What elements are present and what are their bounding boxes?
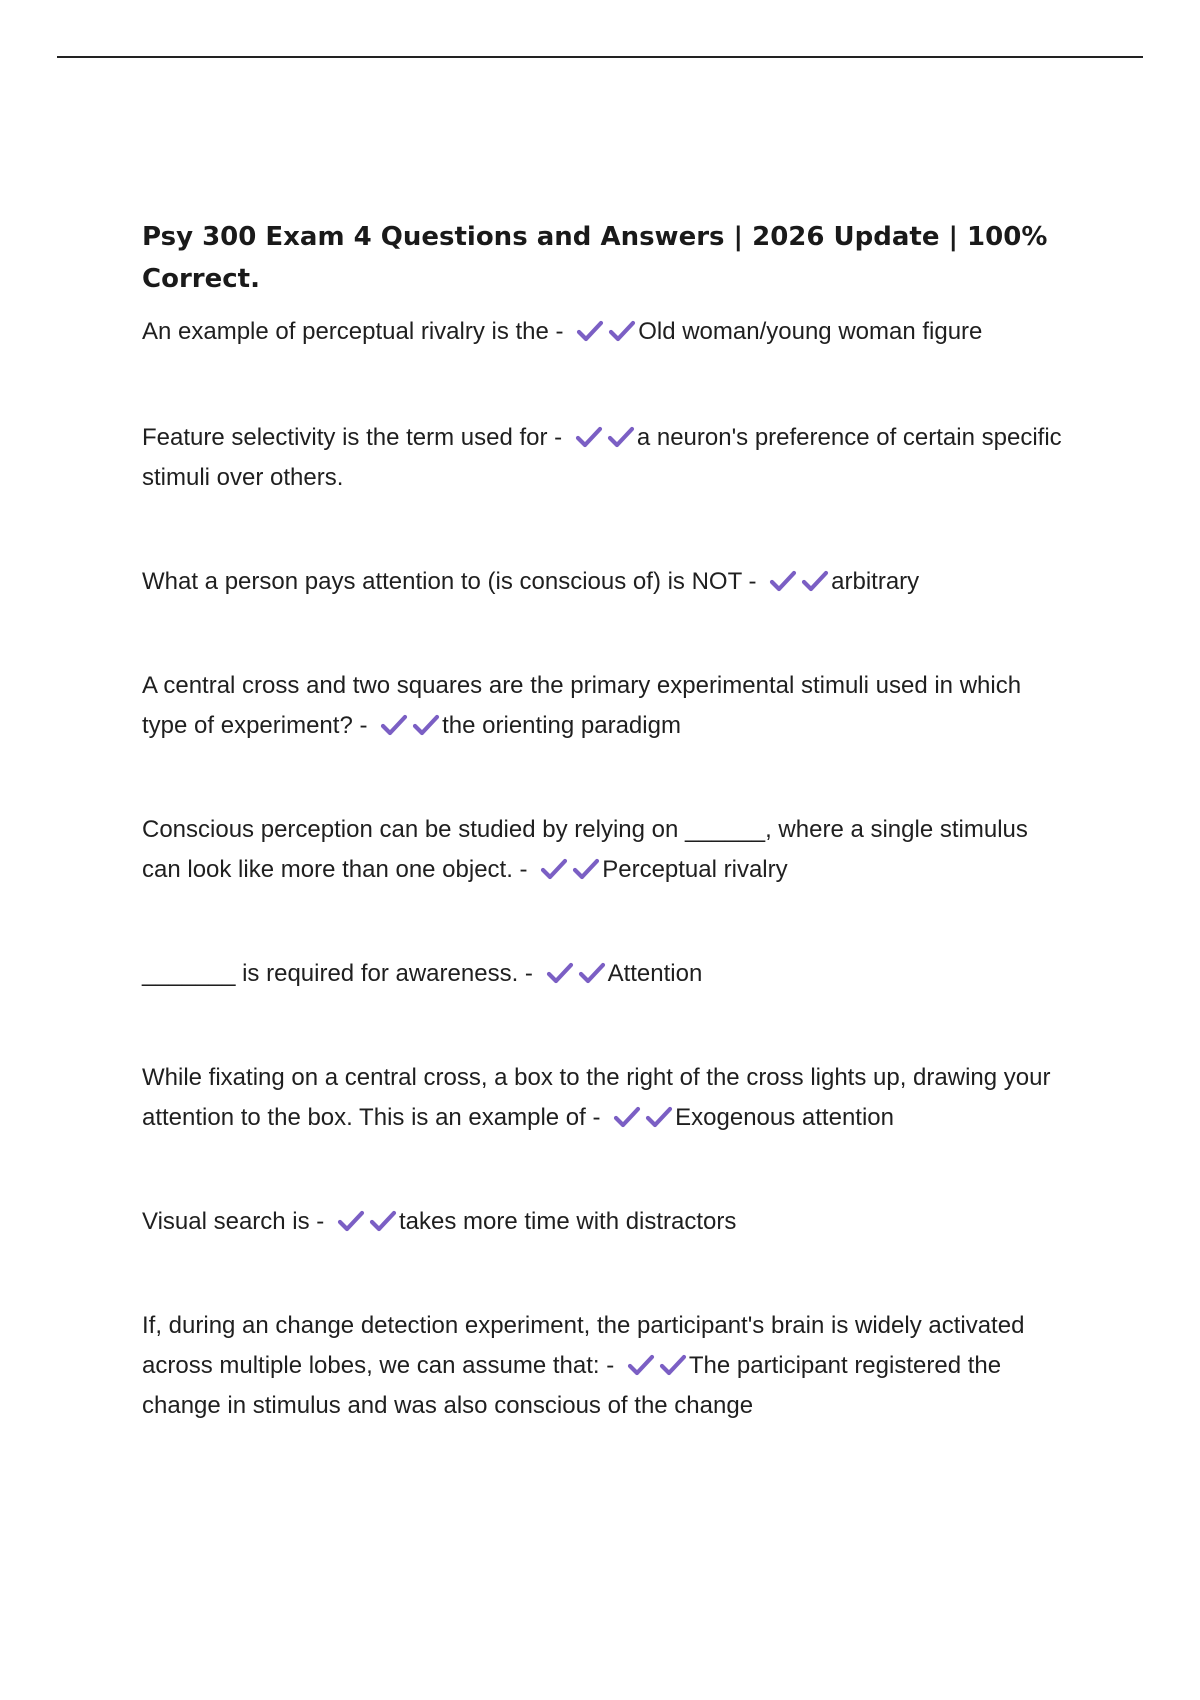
- question-text: While fixating on a central cross, a box to the right of the cross lights up, drawing your attention to the box. This is an example of -: [142, 1064, 1051, 1131]
- checkmark-icon: [575, 425, 603, 449]
- qa-item-2: [142, 418, 1072, 498]
- checkmark-icon: [801, 569, 829, 593]
- question-text: What a person pays attention to (is conscious of) is NOT -: [142, 568, 757, 595]
- qa-item-6: [142, 954, 1072, 994]
- checkmark-icon: [607, 425, 635, 449]
- answer-text: a neuron's preference of certain specific stimuli over others.: [142, 424, 1062, 491]
- checkmark-icon: [578, 961, 606, 985]
- checkmark-icon: [572, 857, 600, 881]
- answer-text: Exogenous attention: [675, 1104, 894, 1131]
- checkmark-icon: [608, 319, 636, 343]
- checkmark-icon: [769, 569, 797, 593]
- answer-text: The participant registered the change in stimulus and was also conscious of the change: [142, 1352, 1002, 1419]
- checkmark-icon: [546, 961, 574, 985]
- answer-text: Perceptual rivalry: [602, 856, 788, 883]
- checkmark-icon: [369, 1209, 397, 1233]
- qa-item-9: [142, 1306, 1072, 1426]
- question-text: A central cross and two squares are the primary experimental stimuli used in which type of experiment? -: [142, 672, 1022, 739]
- qa-item-8: [142, 1202, 1072, 1242]
- checkmark-icon: [627, 1353, 655, 1377]
- qa-item-1: [142, 312, 1072, 352]
- answer-text: Attention: [607, 960, 703, 987]
- checkmark-icon: [540, 857, 568, 881]
- qa-item-4: [142, 666, 1072, 746]
- answer-text: Old woman/young woman figure: [638, 318, 983, 345]
- answer-text: arbitrary: [831, 568, 920, 595]
- document-title: Psy 300 Exam 4 Questions and Answers | 2026 Update | 100% Correct.: [142, 222, 1048, 294]
- header-rule: [57, 56, 1143, 58]
- checkmark-icon: [337, 1209, 365, 1233]
- qa-item-7: [142, 1058, 1072, 1138]
- checkmark-icon: [576, 319, 604, 343]
- checkmark-icon: [659, 1353, 687, 1377]
- question-text: _______ is required for awareness. -: [142, 960, 533, 987]
- question-text: Feature selectivity is the term used for -: [142, 424, 563, 451]
- qa-item-5: [142, 810, 1072, 890]
- question-text: Conscious perception can be studied by relying on ______, where a single stimulus can look like more than one object. -: [142, 816, 1028, 883]
- checkmark-icon: [380, 713, 408, 737]
- answer-text: takes more time with distractors: [398, 1208, 737, 1235]
- qa-item-3: [142, 562, 1072, 602]
- question-text: Visual search is -: [142, 1208, 325, 1235]
- question-text: An example of perceptual rivalry is the -: [142, 318, 564, 345]
- question-text: If, during an change detection experiment, the participant's brain is widely activated across multiple lobes, we can assume that: -: [142, 1312, 1025, 1379]
- checkmark-icon: [412, 713, 440, 737]
- document-body: [142, 216, 1072, 1426]
- checkmark-icon: [613, 1105, 641, 1129]
- answer-text: the orienting paradigm: [442, 712, 681, 739]
- checkmark-icon: [645, 1105, 673, 1129]
